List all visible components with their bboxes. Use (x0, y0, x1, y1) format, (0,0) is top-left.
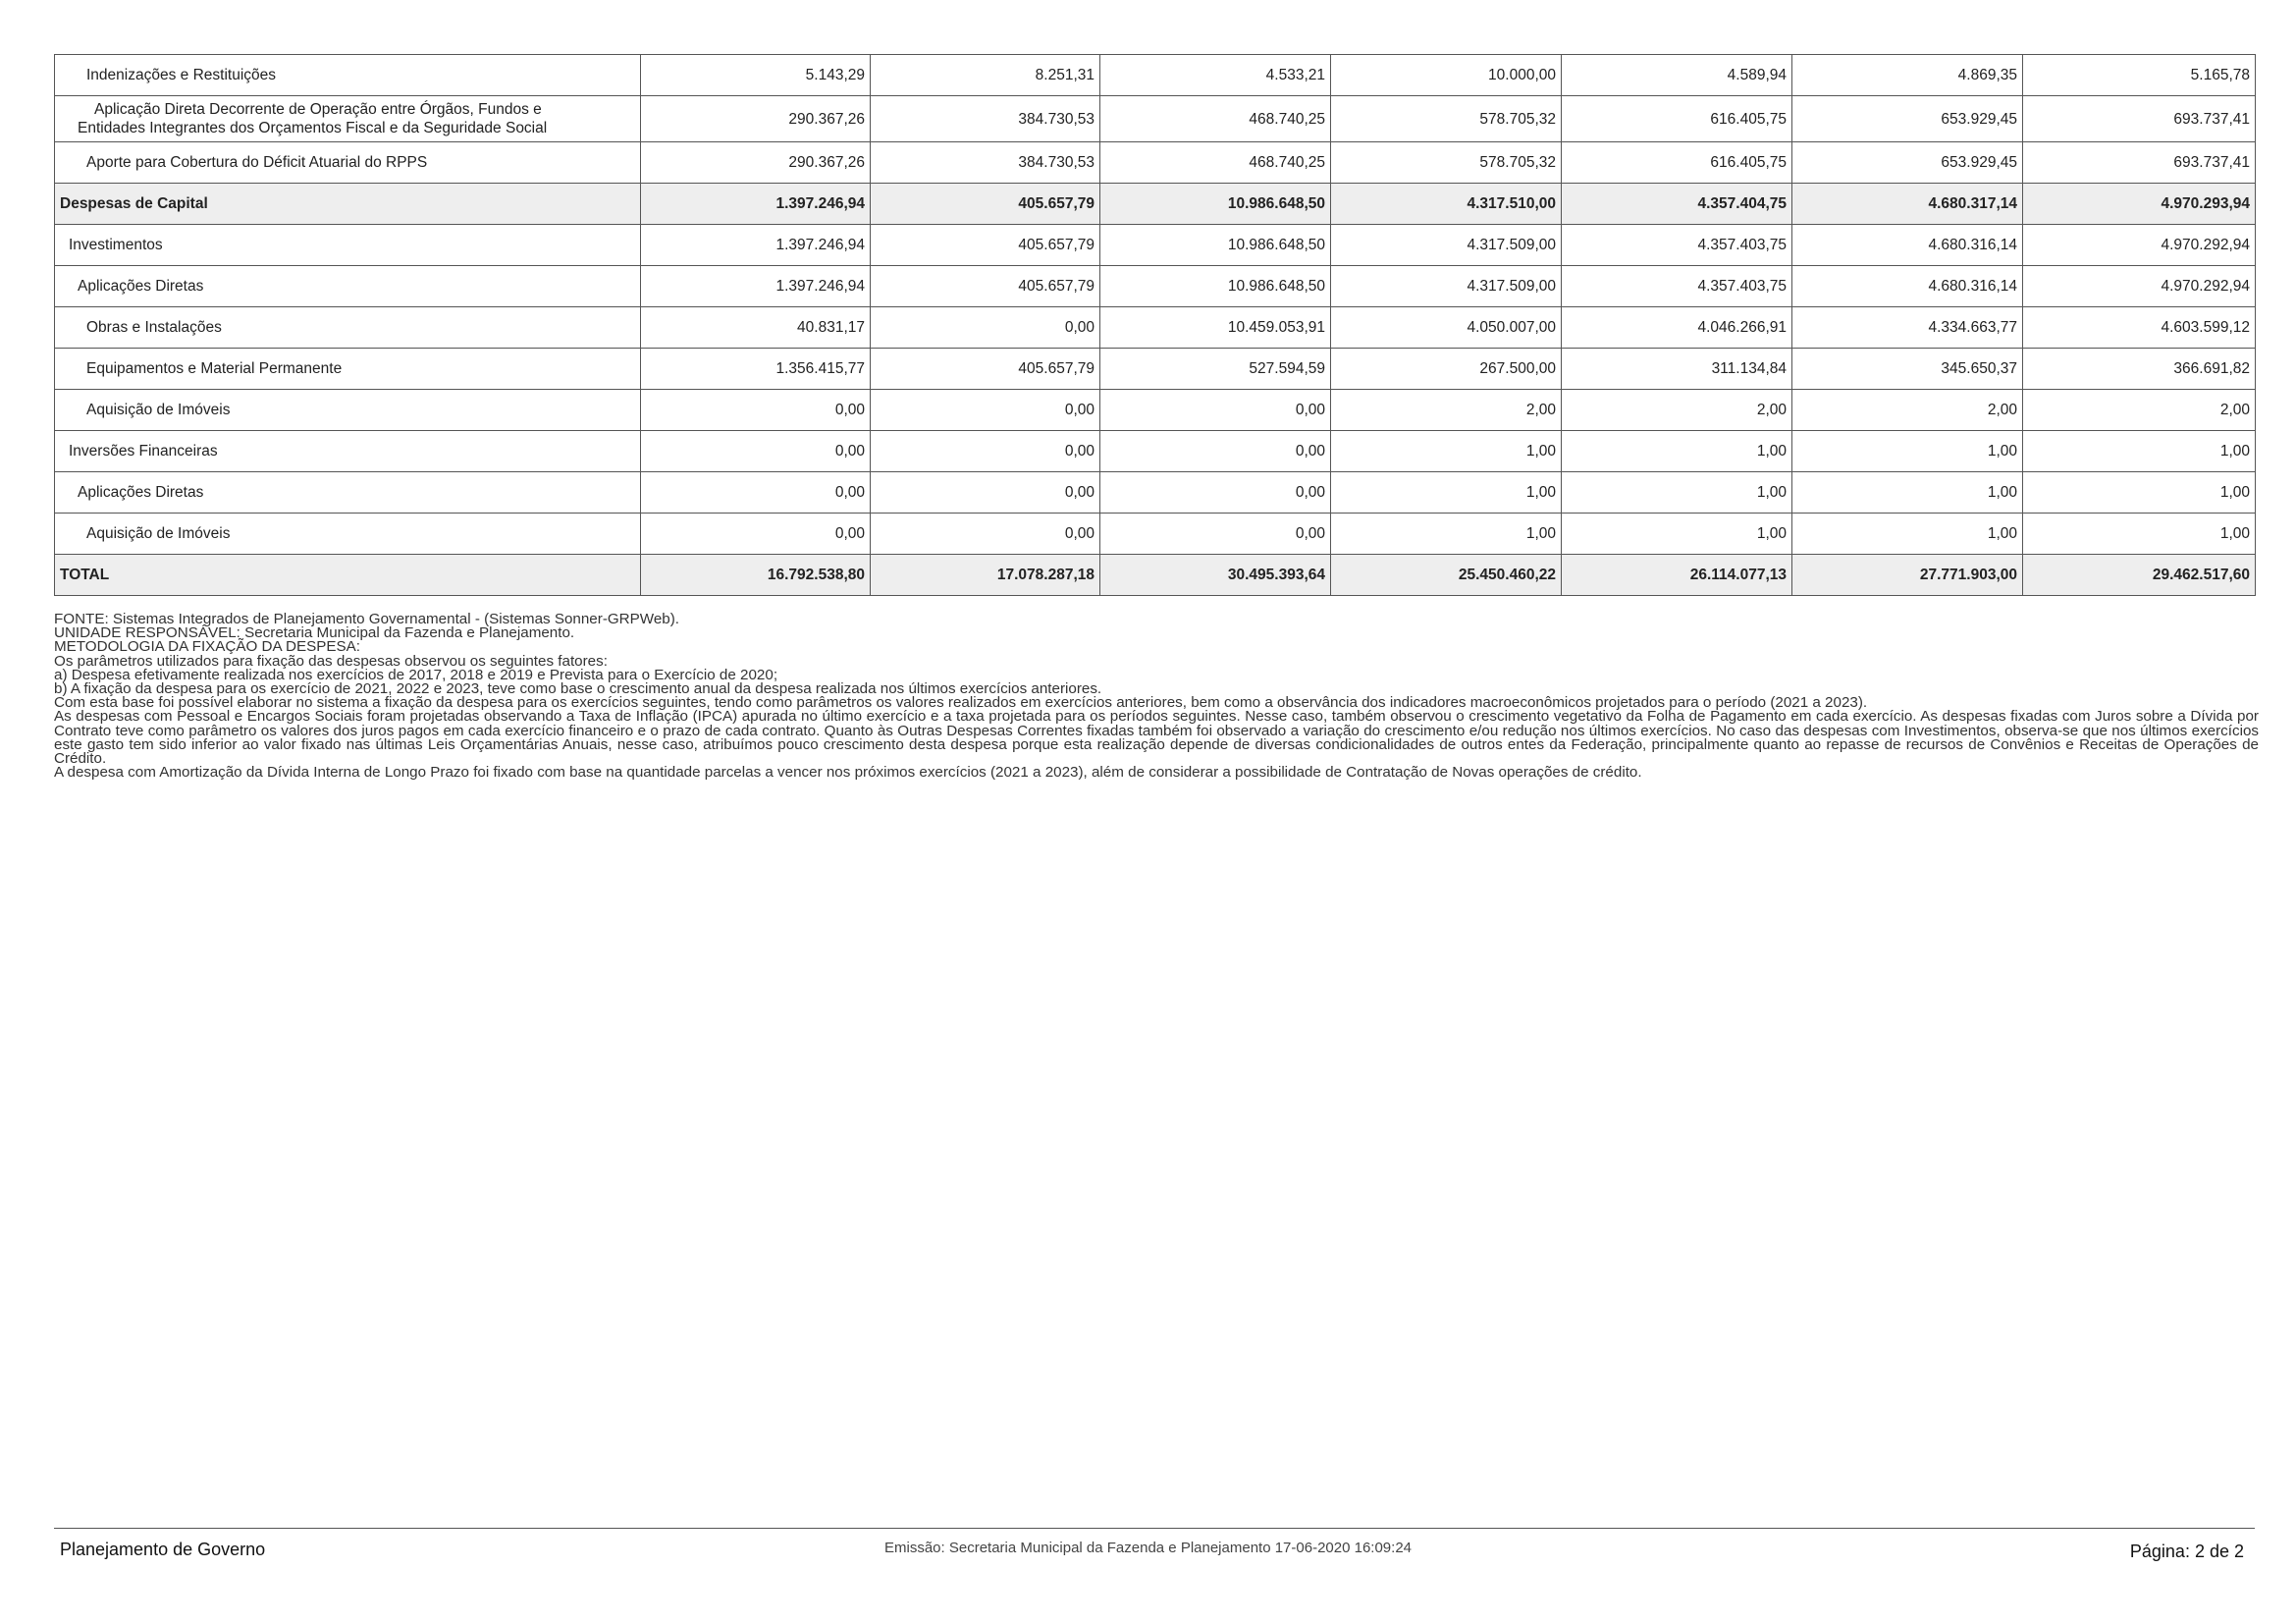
value-cell: 616.405,75 (1562, 142, 1792, 184)
row-label-line: Entidades Integrantes dos Orçamentos Fiscal e da Seguridade Social (78, 120, 548, 136)
value-cell: 0,00 (871, 514, 1100, 555)
row-label: Aplicações Diretas (55, 266, 641, 307)
value-cell: 10.986.648,50 (1100, 266, 1331, 307)
value-cell: 10.000,00 (1331, 55, 1562, 96)
value-cell: 1,00 (1792, 472, 2023, 514)
value-cell: 0,00 (1100, 431, 1331, 472)
table-row (55, 55, 2256, 96)
value-cell: 10.986.648,50 (1100, 225, 1331, 266)
value-cell: 578.705,32 (1331, 96, 1562, 142)
value-cell: 8.251,31 (871, 55, 1100, 96)
note-line: FONTE: Sistemas Integrados de Planejamento Governamental - (Sistemas Sonner-GRPWeb). (54, 611, 680, 627)
value-cell: 0,00 (871, 307, 1100, 349)
value-cell: 4.317.509,00 (1331, 266, 1562, 307)
value-cell: 267.500,00 (1331, 349, 1562, 390)
table-row (55, 472, 2256, 514)
value-cell: 1.397.246,94 (641, 266, 871, 307)
value-cell: 4.589,94 (1562, 55, 1792, 96)
value-cell: 311.134,84 (1562, 349, 1792, 390)
value-cell: 1,00 (1792, 431, 2023, 472)
value-cell: 1,00 (1562, 514, 1792, 555)
value-cell: 0,00 (1100, 472, 1331, 514)
row-label: Indenizações e Restituições (55, 55, 641, 96)
value-cell: 0,00 (641, 390, 871, 431)
note-line: b) A fixação da despesa para os exercício de 2021, 2022 e 2023, teve como base o crescimento anual da despesa realizada nos últimos exercícios anteriores. (54, 680, 1102, 698)
row-label (55, 96, 641, 142)
row-label: Equipamentos e Material Permanente (55, 349, 641, 390)
value-cell: 4.317.510,00 (1331, 184, 1562, 225)
value-cell: 405.657,79 (871, 184, 1100, 225)
value-cell: 384.730,53 (871, 142, 1100, 184)
row-label: Inversões Financeiras (55, 431, 641, 472)
value-cell: 1,00 (2023, 431, 2256, 472)
value-cell: 4.970.292,94 (2023, 225, 2256, 266)
value-cell: 366.691,82 (2023, 349, 2256, 390)
value-cell: 1,00 (2023, 472, 2256, 514)
footer-divider (54, 1528, 2255, 1529)
value-cell: 4.869,35 (1792, 55, 2023, 96)
value-cell: 0,00 (871, 472, 1100, 514)
value-cell: 345.650,37 (1792, 349, 2023, 390)
value-cell: 29.462.517,60 (2023, 555, 2256, 596)
table-row (55, 349, 2256, 390)
row-label: Aporte para Cobertura do Déficit Atuarial do RPPS (55, 142, 641, 184)
methodology-notes (54, 613, 2259, 780)
value-cell: 1,00 (1562, 431, 1792, 472)
value-cell: 0,00 (641, 514, 871, 555)
footer-emission: Emissão: Secretaria Municipal da Fazenda e Planejamento 17-06-2020 16:09:24 (884, 1540, 1412, 1556)
value-cell: 4.317.509,00 (1331, 225, 1562, 266)
value-cell: 16.792.538,80 (641, 555, 871, 596)
value-cell: 30.495.393,64 (1100, 555, 1331, 596)
note-line: UNIDADE RESPONSÁVEL: Secretaria Municipal da Fazenda e Planejamento. (54, 624, 575, 642)
value-cell: 4.680.316,14 (1792, 225, 2023, 266)
table-row (55, 555, 2256, 596)
value-cell: 290.367,26 (641, 142, 871, 184)
row-label: Aquisição de Imóveis (55, 514, 641, 555)
table-row (55, 142, 2256, 184)
value-cell: 5.165,78 (2023, 55, 2256, 96)
value-cell: 1,00 (2023, 514, 2256, 555)
note-line: Com esta base foi possível elaborar no sistema a fixação da despesa para os exercícios seguintes, tendo como parâmetros os valores realizados em exercícios anteriores, bem como a observância dos indicadores macroeconômicos projetados para o período (2021 a 2023). (54, 694, 1868, 712)
value-cell: 693.737,41 (2023, 96, 2256, 142)
value-cell: 653.929,45 (1792, 96, 2023, 142)
value-cell: 5.143,29 (641, 55, 871, 96)
value-cell: 1.397.246,94 (641, 184, 871, 225)
table-row (55, 96, 2256, 142)
row-label: Aquisição de Imóveis (55, 390, 641, 431)
value-cell: 26.114.077,13 (1562, 555, 1792, 596)
table-row (55, 431, 2256, 472)
table-row (55, 184, 2256, 225)
value-cell: 405.657,79 (871, 225, 1100, 266)
value-cell: 384.730,53 (871, 96, 1100, 142)
value-cell: 40.831,17 (641, 307, 871, 349)
value-cell: 0,00 (871, 431, 1100, 472)
value-cell: 4.357.404,75 (1562, 184, 1792, 225)
value-cell: 290.367,26 (641, 96, 871, 142)
value-cell: 405.657,79 (871, 349, 1100, 390)
value-cell: 10.986.648,50 (1100, 184, 1331, 225)
note-line: METODOLOGIA DA FIXAÇÃO DA DESPESA: (54, 638, 360, 656)
value-cell: 616.405,75 (1562, 96, 1792, 142)
value-cell: 405.657,79 (871, 266, 1100, 307)
value-cell: 468.740,25 (1100, 96, 1331, 142)
value-cell: 2,00 (1792, 390, 2023, 431)
value-cell: 0,00 (871, 390, 1100, 431)
value-cell: 4.046.266,91 (1562, 307, 1792, 349)
expense-table (54, 54, 2256, 596)
value-cell: 1,00 (1562, 472, 1792, 514)
value-cell: 4.357.403,75 (1562, 266, 1792, 307)
value-cell: 4.970.293,94 (2023, 184, 2256, 225)
value-cell: 653.929,45 (1792, 142, 2023, 184)
value-cell: 10.459.053,91 (1100, 307, 1331, 349)
value-cell: 4.680.317,14 (1792, 184, 2023, 225)
value-cell: 0,00 (1100, 390, 1331, 431)
value-cell: 17.078.287,18 (871, 555, 1100, 596)
note-line: A despesa com Amortização da Dívida Interna de Longo Prazo foi fixado com base na quantidade parcelas a vencer nos próximos exercícios (2021 a 2023), além de considerar a possibilidade de Contratação de Novas operações de crédito. (54, 764, 1642, 782)
value-cell: 4.603.599,12 (2023, 307, 2256, 349)
value-cell: 4.970.292,94 (2023, 266, 2256, 307)
table-row (55, 266, 2256, 307)
row-label: Obras e Instalações (55, 307, 641, 349)
value-cell: 0,00 (641, 472, 871, 514)
value-cell: 4.680.316,14 (1792, 266, 2023, 307)
value-cell: 578.705,32 (1331, 142, 1562, 184)
value-cell: 693.737,41 (2023, 142, 2256, 184)
value-cell: 27.771.903,00 (1792, 555, 2023, 596)
value-cell: 468.740,25 (1100, 142, 1331, 184)
note-paragraph: As despesas com Pessoal e Encargos Sociais foram projetadas observando a Taxa de Inflação (IPCA) apurada no último exercício e a taxa projetada para os períodos seguintes. Nesse caso, também observou o crescimento vegetativo da Folha de Pagamento em cada exercício. As despesas fixadas com Juros sobre a Dívida por Contrato teve como parâmetro os valores dos juros pagos em cada exercício financeiro e o prazo de cada contrato. Quanto às Outras Despesas Correntes fixadas também foi observado a variação do crescimento e/ou redução nos últimos exercícios. No caso das despesas com Investimentos, observa-se que nos últimos exercícios este gasto tem sido inferior ao valor fixado nas últimas Leis Orçamentárias Anuais, nesse caso, atribuímos pouco crescimento desta despesa porque esta realização depende de diversas condicionalidades de outros entes da Federação, principalmente quanto ao repasse de recursos de Convênios e Receitas de Operações de Crédito. (54, 708, 2259, 768)
value-cell: 2,00 (2023, 390, 2256, 431)
value-cell: 25.450.460,22 (1331, 555, 1562, 596)
value-cell: 1,00 (1331, 514, 1562, 555)
row-label: Investimentos (55, 225, 641, 266)
value-cell: 4.357.403,75 (1562, 225, 1792, 266)
value-cell: 1,00 (1792, 514, 2023, 555)
value-cell: 4.533,21 (1100, 55, 1331, 96)
value-cell: 527.594,59 (1100, 349, 1331, 390)
value-cell: 0,00 (641, 431, 871, 472)
row-label-line: Aplicação Direta Decorrente de Operação entre Órgãos, Fundos e (94, 101, 542, 118)
value-cell: 2,00 (1562, 390, 1792, 431)
value-cell: 0,00 (1100, 514, 1331, 555)
row-label: TOTAL (55, 555, 641, 596)
note-line: Os parâmetros utilizados para fixação das despesas observou os seguintes fatores: (54, 652, 608, 670)
table-row (55, 307, 2256, 349)
note-line: a) Despesa efetivamente realizada nos exercícios de 2017, 2018 e 2019 e Prevista para o Exercício de 2020; (54, 666, 778, 683)
row-label: Despesas de Capital (55, 184, 641, 225)
table-row (55, 514, 2256, 555)
footer-title: Planejamento de Governo (60, 1540, 266, 1559)
value-cell: 1,00 (1331, 431, 1562, 472)
value-cell: 2,00 (1331, 390, 1562, 431)
value-cell: 1,00 (1331, 472, 1562, 514)
row-label: Aplicações Diretas (55, 472, 641, 514)
value-cell: 4.050.007,00 (1331, 307, 1562, 349)
value-cell: 1.356.415,77 (641, 349, 871, 390)
value-cell: 1.397.246,94 (641, 225, 871, 266)
value-cell: 4.334.663,77 (1792, 307, 2023, 349)
footer-page-number: Página: 2 de 2 (2129, 1542, 2244, 1561)
table-row (55, 390, 2256, 431)
table-row (55, 225, 2256, 266)
